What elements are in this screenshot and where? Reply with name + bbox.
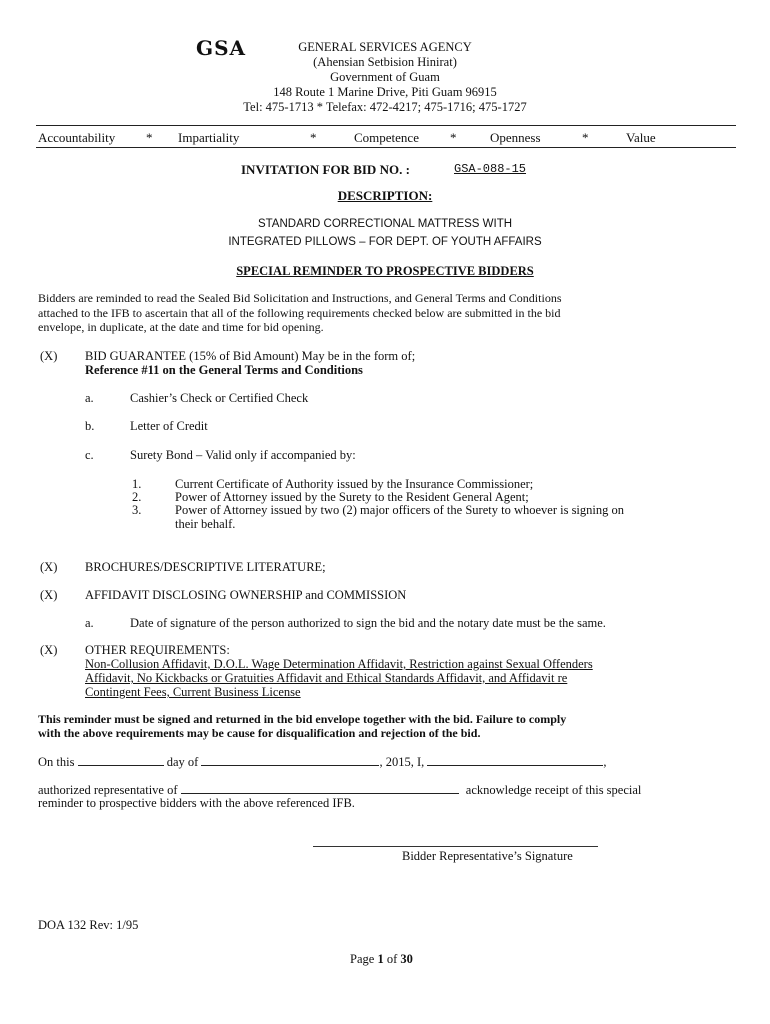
- day-blank[interactable]: [78, 754, 164, 766]
- surety-text: Current Certificate of Authority issued by the Insurance Commissioner;: [175, 477, 534, 491]
- option-letter: b.: [85, 419, 95, 433]
- reminder-heading: SPECIAL REMINDER TO PROSPECTIVE BIDDERS: [236, 264, 534, 278]
- brochures-mark: (X): [40, 560, 58, 574]
- intro-line: attached to the IFB to ascertain that all of the following requirements checked below are submitted in the bid: [38, 305, 561, 320]
- header-divider-bottom: [36, 147, 736, 148]
- acknowledgement-line-3: reminder to prospective bidders with the above referenced IFB.: [38, 796, 355, 810]
- bid-guarantee-title: BID GUARANTEE (15% of Bid Amount) May be in the form of;: [85, 349, 416, 363]
- option-text: Letter of Credit: [130, 419, 208, 433]
- brochures-title: BROCHURES/DESCRIPTIVE LITERATURE;: [85, 560, 326, 574]
- day-of-label: day of: [166, 755, 199, 769]
- notice-line: with the above requirements may be cause for disqualification and rejection of the bid.: [38, 726, 481, 740]
- intro-line: Bidders are reminded to read the Sealed Bid Solicitation and Instructions, and General Terms and Conditions: [38, 291, 562, 305]
- bid-guarantee-mark: (X): [40, 349, 58, 363]
- month-blank[interactable]: [201, 754, 379, 766]
- value-separator: *: [450, 130, 457, 145]
- page-of: of: [386, 952, 398, 966]
- intro-line: envelope, in duplicate, at the date and time for bid opening.: [38, 320, 324, 334]
- description-heading: DESCRIPTION:: [337, 188, 433, 203]
- description-line-2: INTEGRATED PILLOWS – FOR DEPT. OF YOUTH AFFAIRS: [228, 236, 542, 248]
- option-letter: c.: [85, 448, 94, 462]
- acknowledgement-line-1: [38, 754, 606, 770]
- affidavit-title: AFFIDAVIT DISCLOSING OWNERSHIP and COMMISSION: [85, 588, 407, 602]
- company-blank[interactable]: [181, 782, 459, 794]
- government-name: Government of Guam: [330, 70, 440, 84]
- surety-num: 1.: [132, 477, 142, 491]
- affidavit-sub-letter: a.: [85, 616, 94, 630]
- other-title: OTHER REQUIREMENTS:: [85, 643, 230, 657]
- receipt-label: acknowledge receipt of this special: [465, 783, 642, 797]
- other-line: Affidavit, No Kickbacks or Gratuities Affidavit and Ethical Standards Affidavit, and Affidavit re: [85, 671, 568, 685]
- affidavit-mark: (X): [40, 588, 58, 602]
- value-separator: *: [582, 130, 589, 145]
- header-divider-top: [36, 125, 736, 126]
- bid-guarantee-reference: Reference #11 on the General Terms and Conditions: [85, 363, 363, 377]
- value-separator: *: [146, 130, 153, 145]
- other-mark: (X): [40, 643, 58, 657]
- agency-address: 148 Route 1 Marine Drive, Piti Guam 96915: [273, 85, 497, 99]
- surety-text: their behalf.: [175, 517, 236, 531]
- option-letter: a.: [85, 391, 94, 405]
- other-line: Contingent Fees, Current Business License: [85, 685, 301, 699]
- form-code: DOA 132 Rev: 1/95: [38, 918, 139, 932]
- agency-local-name: (Ahensian Setbision Hinirat): [313, 55, 457, 69]
- value-item: Impartiality: [178, 130, 240, 145]
- surety-num: 2.: [132, 490, 142, 504]
- option-text: Cashier’s Check or Certified Check: [130, 391, 309, 405]
- notice-line: This reminder must be signed and returned in the bid envelope together with the bid. Failure to comply: [38, 712, 567, 726]
- surety-text: Power of Attorney issued by the Surety to the Resident General Agent;: [175, 490, 529, 504]
- reminder-intro: [38, 291, 738, 335]
- gsa-logo: GSA: [196, 36, 247, 60]
- value-item: Competence: [354, 130, 419, 145]
- authorized-label: authorized representative of: [38, 783, 178, 797]
- page-number: [350, 952, 413, 967]
- value-item: Accountability: [38, 130, 116, 145]
- signature-line[interactable]: [313, 846, 598, 847]
- affidavit-sub-text: Date of signature of the person authorized to sign the bid and the notary date must be the same.: [130, 616, 606, 630]
- agency-name: GENERAL SERVICES AGENCY: [298, 40, 472, 54]
- invitation-number: GSA-088-15: [454, 162, 527, 176]
- surety-text: Power of Attorney issued by two (2) major officers of the Surety to whoever is signing on: [175, 503, 624, 517]
- other-line: Non-Collusion Affidavit, D.O.L. Wage Determination Affidavit, Restriction against Sexual Offenders: [85, 657, 593, 671]
- on-this-label: On this: [38, 755, 75, 769]
- value-separator: *: [310, 130, 317, 145]
- description-line-1: STANDARD CORRECTIONAL MATTRESS WITH: [257, 218, 513, 230]
- option-text: Surety Bond – Valid only if accompanied by:: [130, 448, 356, 462]
- value-item: Openness: [490, 130, 541, 145]
- values-bar: [0, 130, 770, 146]
- agency-phones: Tel: 475-1713 * Telefax: 472-4217; 475-1716; 475-1727: [243, 100, 527, 114]
- value-item: Value: [626, 130, 656, 145]
- surety-num: 3.: [132, 503, 142, 517]
- year-label: , 2015, I,: [379, 755, 425, 769]
- page-label: Page: [350, 952, 375, 966]
- page-current: 1: [377, 952, 384, 966]
- name-blank[interactable]: [427, 754, 603, 766]
- page-total: 30: [400, 952, 413, 966]
- signature-label: Bidder Representative’s Signature: [402, 849, 573, 863]
- invitation-label: INVITATION FOR BID NO. :: [241, 162, 410, 177]
- comma-label: ,: [603, 755, 607, 769]
